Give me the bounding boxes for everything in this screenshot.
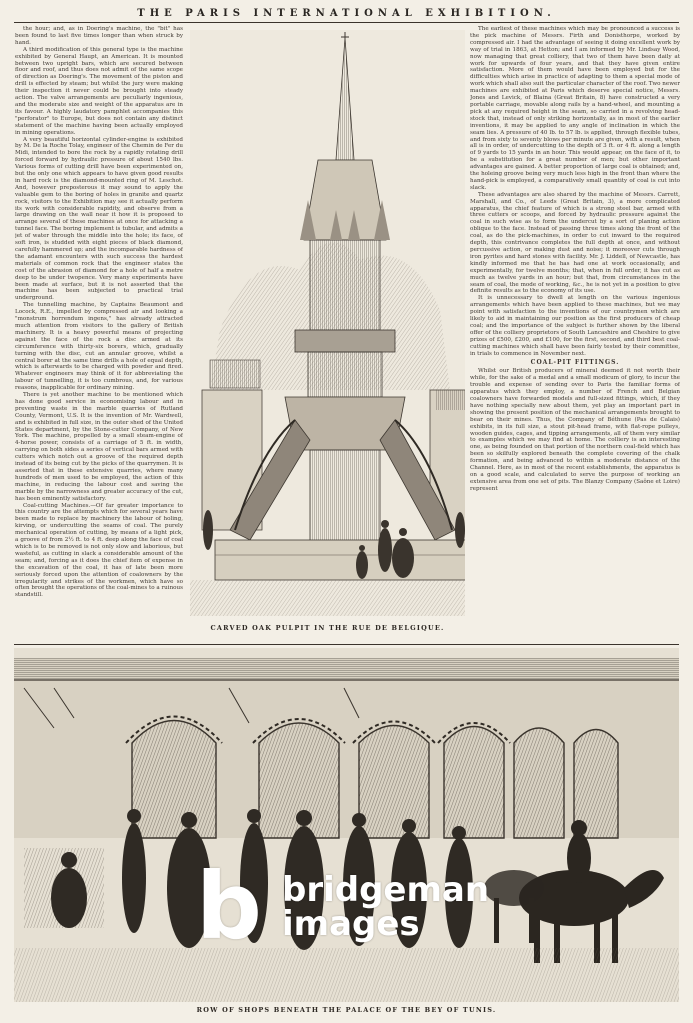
right-text-column (470, 26, 680, 640)
article-paragraph: A very beautiful horizontal cylinder-engine is exhibited by M. De la Roche Tolay, engineer of the Chemin de Fer du Midi, intended to bore the rock by a rapidly rotating drill forced forward by hydraulic pressure of about 1540 lbs. Various forms of cutting drill have been experimented on, but the only one which appears to have given good results in hard rock is the diamond-mounted ring of M. Leschot. And, however preposterous it may sound to apply the valuable gem to the boring of holes in granite and quartz rock, visitors to the Exhibition may see it actually perform its work with considerable rapidity, and observe from a large drawing on the wall near it how it is proposed to arrange several of these machines at once for attacking a tunnel face. The boring implement is tubular, and admits a jet of water through the middle into the hole; its face, of soft iron, is studded with eight pieces of black diamond, carefully hammered up; and the incomparable hardness of the adamant encounters with such success the hardest materials of common rock that the engineer states the cost of the abrasion of diamond for a hole of half a metre deep to be under twopence. Very many experiments have been made at surface, but it is not asserted that the machine has been subjected to practical trial underground. (15, 136, 183, 302)
pulpit-engraving (190, 30, 465, 616)
article-paragraph: A third modification of this general type is the machine exhibited by General Haupt, an American. It is mounted between two upright bars, which are secured between floor and roof, and thus does not admit of the same scope of direction as Doering's. The movement of the piston and drill is effected by steam; but whilst the jury were making their inspection it never could be brought into steady action. The valve arrangements are peculiarly ingenious, and the moderate size and weight of the apparatus are in its favour. A highly laudatory pamphlet accompanies this "perforator" to Europe, but does not contain any distinct statement of the machine having been actually employed in mining operations. (15, 46, 183, 136)
pulpit-illustration (190, 30, 465, 616)
article-paragraph: These advantages are also shared by the machine of Messrs. Carrett, Marshall, and Co., of Leeds (Great Britain, 3), a more complicated apparatus, the chief feature of which is a strong steel bar, armed with three cutters or scoops, and forced by hydraulic pressure against the coal in such wise as to form the undercut by a sort of planing action oblique to the face. Instead of passing three times along the front of the coal, as do the pick-machines, in order to cut inward to the required depth, this contrivance completes the full depth at once, and without percussive action, or making dust and noise; it moreover cuts through iron pyrites and hard stones with facility. Mr. J. Liddell, of Newcastle, has kindly informed me that he has had one at work occasionally, and experimentally, for twelve months; that, when in full order, it has cut as much as twelve yards in an hour; but that, from circumstances in the seam of coal, the mode of working, &c., he is not yet in a position to give definite results as to the economy of its use. (470, 191, 680, 295)
left-text-column (15, 26, 183, 640)
masthead-rule (14, 22, 679, 23)
bottom-plate-caption: ROW OF SHOPS BENEATH THE PALACE OF THE BEY OF TUNIS. (196, 1006, 497, 1014)
article-paragraph: It is unnecessary to dwell at length on the various ingenious arrangements which have been applied to these machines, but we may point with satisfaction to the inventions of our countrymen which are likely to aid in maintaining our position as the first producers of cheap coal; and the importance of the subject is further shown by the liberal offer of the colliery proprietors of South Lancashire and Cheshire to give prizes of £500, £200, and £100, for the first, second, and third best coal-cutting machines which shall have been fairly tested by their committee, in trials to commence in November next. (470, 295, 680, 357)
article-paragraph: The tunnelling machine, by Captains Beaumont and Locock, R.E., impelled by compressed air and looking a "monstrum horrendum ingens," has already attracted much attention from visitors to the gallery of British machinery. It is a heavy powerful means of projecting against the face of the rock a disc armed at its circumference with thirty-six borers, which, gradually turning with the disc, cut an annular groove, whilst a central borer at the same time drills a hole of equal depth, which is afterwards to be charged with powder and fired. Whatever engineers may think of it for abbreviating the labour of tunnelling, it is too cumbrous, and, for various reasons, inapplicable for ordinary mining. (15, 302, 183, 392)
watermark-line-1: bridgeman (282, 870, 490, 910)
section-subhead: COAL-PIT FITTINGS. (530, 358, 620, 366)
bridgeman-logo-mark: b (196, 853, 262, 960)
article-paragraph: Coal-cutting Machines.—Of far greater importance to this country are the attempts which for several years have been made to replace by machinery the labour of holing, kirving, or undercutting the seams of coal. The purely mechanical operation of cutting, by means of a light pick, a groove of from 2½ ft. to 4 ft. deep along the face of coal which is to be removed is not only slow and laborious, but wasteful, as cutting in slack a considerable amount of the seam; and, forcing as it does the chief item of expense in the excavation of the coal, it has of late been more seriously forced upon the attention of coalowners by the irregularity and strikes of the workmen, which have so often brought the operations of the coal-mines to a ruinous standstill. (15, 502, 183, 599)
watermark-line-2: images (282, 904, 420, 944)
bridgeman-watermark (196, 853, 496, 960)
top-plate-caption: CARVED OAK PULPIT IN THE RUE DE BELGIQUE. (210, 624, 445, 632)
article-paragraph: The earliest of these machines which may be pronounced a success is the pick machine of Messrs. Firth and Donisthorpe, worked by compressed air. I had the advantage of seeing it doing excellent work by way of trial in 1863, at Hetton; and I am informed by Mr. Lindsay Wood, now managing that great colliery, that two of them have been daily at work for upwards of four years, and that they have given entire satisfaction. More of them would have been employed but for the difficulties which arise in practice of adapting to them a special mode of work which shall also suit the particular character of the roof. Two newer machines are exhibited at Paris which deserve special notice, Messrs. Jones and Levick, of Blaina (Great Britain, 8) have constructed a very portable carriage, movable along rails by a hand-wheel, and mounting a pick at any required height in the seam, so carried in a revolving head-stock that, instead of only striking horizontally, as in most of the earlier inventions, it may be applied to any angle of inclination in which the seam lies. A pressure of 40 lb. to 57 lb. is applied, through flexible tubes, and from sixty to seventy blows per minute are given, with a result, when all is in order, of undercutting to the depth of 3 ft. or 4 ft. along a length of 9 yards to 15 yards in an hour. This would appear, on the face of it, to be a substitution for a great number of men; but other important advantages are gained. A better proportion of large coal is obtained; and, the holeing groove being very much less high in the front than where the hand-pick is employed, a comparatively small quantity of coal is cut into slack. (470, 26, 680, 191)
article-paragraph: There is yet another machine to be mentioned which has done good service in economising labour and in preventing waste in the marble quarries of Rutland County, Vermont, U.S. It is the invention of Mr. Wardwell, and is exhibited in full size, in the outer shed of the United States department, by the Stone-cutter Company, of New York. The machine, propelled by a small steam-engine of 4-horse power, consists of a carriage of 5 ft. in width, carrying on both sides a series of vertical bars armed with cutters which notch out a groove of the required depth instead of its being cut by the picks of the quarrymen. It is asserted that in these extensive quarries, where many hundreds of men used to be employed, the action of this machine, in reducing the labour cost and saving the marble by the narrowness and greater accuracy of the cut, has been eminently satisfactory. (15, 392, 183, 502)
article-paragraph: the hour; and, as in Doering's machine, the "bit" has been found to last five times longer than when struck by hand. (15, 26, 183, 46)
masthead-title: THE PARIS INTERNATIONAL EXHIBITION. (137, 8, 556, 19)
section-rule (14, 644, 679, 645)
article-paragraph: Whilst our British producers of mineral deemed it not worth their while, for the sake of a medal and a small modicum of glory, to incur the trouble and expense of sending over to Paris the familiar forms of apparatus which they employ, a number of French and Belgian coalowners have forwarded models and full-sized fittings, which, if they have nothing specially new about them, yet play an important part in showing the present position of the mechanical arrangements brought to bear on their mines. Thus, the Company of Béthune (Pas de Calais) exhibits, in its full size, a stout pit-head frame, with flat-rope pulleys, wooden guides, cages, and tipping arrangements, all of them very similar to examples which we may find at home. The colliery is an interesting one, as being founded on that portion of the northern coal-field which has been so skilfully explored beneath the complete covering of the chalk formation, and being advanced to within a moderate distance of the Channel. Here, as in most of the recent establishments, the apparatus is on a good scale, and calculated to serve the purpose of working an extensive area from one set of pits. The Blanzy Company (Saône et Loire) represent (470, 368, 680, 492)
